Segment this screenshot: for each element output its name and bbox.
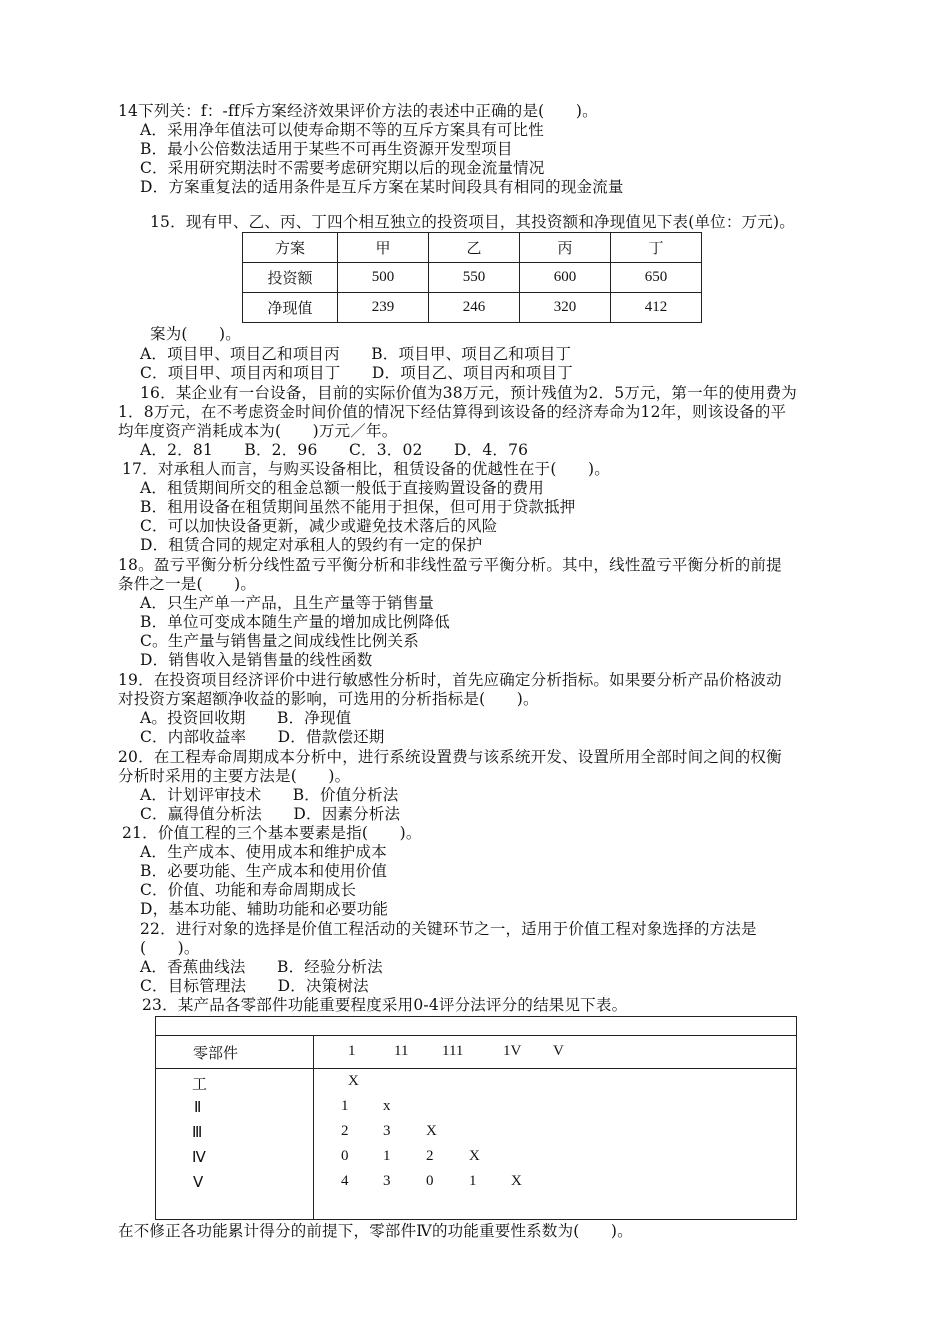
q15-tail: 案为( )。 [150,325,241,343]
q23-cell: 2 [341,1123,349,1139]
q22-line2: ( )。 [140,939,200,957]
q23-tail: 在不修正各功能累计得分的前提下，零部件Ⅳ的功能重要性系数为( )。 [118,1222,633,1240]
q23-header-col: 11 [394,1043,409,1059]
table-cell: 乙 [429,233,520,263]
table-cell: 甲 [338,233,429,263]
table-cell: 方案 [243,233,338,263]
q23-cell: 3 [383,1123,391,1139]
q23-cell: X [511,1173,522,1189]
q18-line2: 条件之一是( )。 [118,575,257,593]
q14-option-d: D．方案重复法的适用条件是互斥方案在某时间段具有相同的现金流量 [140,178,624,196]
q19-line2: 对投资方案超额净收益的影响，可选用的分析指标是( )。 [118,690,539,708]
q23-cell: x [383,1098,391,1114]
q23-table [155,1016,797,1220]
table-cell: 丙 [520,233,611,263]
q14-option-b: B．最小公倍数法适用于某些不可再生资源开发型项目 [140,140,513,158]
q23-cell: 1 [341,1098,349,1114]
table-cell: 246 [429,293,520,323]
q21-stem: 21．价值工程的三个基本要素是指( )。 [122,824,422,842]
q14-option-a: A．采用净年值法可以使寿命期不等的互斥方案具有可比性 [140,121,544,139]
table-cell: 500 [338,263,429,293]
q18-option-c: C。生产量与销售量之间成线性比例关系 [140,632,419,650]
table-row [243,263,702,293]
q23-cell: 3 [383,1173,391,1189]
q23-header-col: V [553,1043,564,1059]
q23-row-label: Ⅲ [192,1125,203,1141]
q21-option-d: D，基本功能、辅助功能和必要功能 [140,900,389,918]
q23-header-col: 111 [442,1043,464,1059]
q23-header-col: 1 [348,1043,356,1059]
q19-line1: 19．在投资项目经济评价中进行敏感性分析时，首先应确定分析指标。如果要分析产品价格波动 [118,671,782,689]
table-cell: 320 [520,293,611,323]
q16-line3: 均年度资产消耗成本为( )万元／年。 [118,422,398,440]
table-cell: 650 [611,263,702,293]
q20-options-line2: C．赢得值分析法 D．因素分析法 [140,805,401,823]
q18-option-b: B．单位可变成本随生产量的增加成比例降低 [140,613,450,631]
q15-table [242,232,702,323]
q17-option-a: A．租赁期间所交的租金总额一般低于直接购置设备的费用 [140,479,544,497]
table-cell: 412 [611,293,702,323]
q22-options-line2: C．目标管理法 D．决策树法 [140,977,369,995]
q23-row-label: Ⅳ [192,1150,206,1166]
q23-cell: 4 [341,1173,349,1189]
q23-row-label: Ⅱ [194,1100,202,1116]
q23-cell: 1 [383,1148,391,1164]
q23-header-col: 1V [503,1043,522,1059]
q23-row-label: Ⅴ [193,1175,204,1191]
q23-cell: 1 [469,1173,477,1189]
table-row [243,233,702,263]
table-divider [313,1035,314,1219]
table-cell: 550 [429,263,520,293]
q18-line1: 18。盈亏平衡分析分线性盈亏平衡分析和非线性盈亏平衡分析。其中，线性盈亏平衡分析的前提 [118,556,782,574]
q16-line2: 1．8万元，在不考虑资金时间价值的情况下经估算得到该设备的经济寿命为12年，则该设备的平 [118,403,787,421]
q19-options-line1: A。投资回收期 B．净现值 [140,709,352,727]
q23-row-label: 工 [192,1077,208,1093]
q22-options-line1: A．香蕉曲线法 B．经验分析法 [140,958,383,976]
q23-cell: 0 [341,1148,349,1164]
q15-stem: 15．现有甲、乙、丙、丁四个相互独立的投资项目，其投资额和净现值见下表(单位：万元)。 [150,213,795,231]
q22-line1: 22．进行对象的选择是价值工程活动的关键环节之一，适用于价值工程对象选择的方法是 [140,920,757,938]
q23-cell: 2 [426,1148,434,1164]
q23-header-label: 零部件 [193,1046,239,1062]
table-cell: 丁 [611,233,702,263]
q17-option-d: D．租赁合同的规定对承租人的毁约有一定的保护 [140,536,483,554]
q15-options-line1: A．项目甲、项目乙和项目丙 B．项目甲、项目乙和项目丁 [140,345,572,363]
q20-line2: 分析时采用的主要方法是( )。 [118,767,351,785]
q23-cell: X [469,1148,480,1164]
table-divider [156,1068,796,1069]
q23-stem: 23．某产品各零部件功能重要程度采用0-4评分法评分的结果见下表。 [142,996,628,1014]
table-cell: 净现值 [243,293,338,323]
q17-option-b: B．租用设备在租赁期间虽然不能用于担保，但可用于贷款抵押 [140,498,576,516]
q15-options-line2: C．项目甲、项目丙和项目丁 D．项目乙、项目丙和项目丁 [140,364,573,382]
q16-options: A．2．81 B．2．96 C．3．02 D．4．76 [140,441,529,459]
q18-option-a: A．只生产单一产品，且生产量等于销售量 [140,594,434,612]
q17-stem: 17．对承租人而言，与购买设备相比，租赁设备的优越性在于( )。 [122,460,610,478]
q18-option-d: D．销售收入是销售量的线性函数 [140,651,373,669]
q19-options-line2: C．内部收益率 D．借款偿还期 [140,728,385,746]
q21-option-a: A．生产成本、使用成本和维护成本 [140,843,387,861]
table-row [243,293,702,323]
q16-line1: 16．某企业有一台设备，目前的实际价值为38万元，预计残值为2．5万元，第一年的使用费为 [140,384,797,402]
q17-option-c: C．可以加快设备更新，减少或避免技术落后的风险 [140,517,498,535]
q23-cell: 0 [426,1173,434,1189]
table-cell: 600 [520,263,611,293]
q14-stem: 14下列关：f：-ff斥方案经济效果评价方法的表述中正确的是( )。 [118,102,598,120]
q20-options-line1: A．计划评审技术 B．价值分析法 [140,786,399,804]
q23-cell: X [348,1073,359,1089]
table-cell: 投资额 [243,263,338,293]
table-cell: 239 [338,293,429,323]
q14-option-c: C．采用研究期法时不需要考虑研究期以后的现金流量情况 [140,159,545,177]
q21-option-c: C．价值、功能和寿命周期成长 [140,881,357,899]
q20-line1: 20．在工程寿命周期成本分析中，进行系统设置费与该系统开发、设置所用全部时间之间的权衡 [118,748,782,766]
q23-cell: X [426,1123,437,1139]
q21-option-b: B．必要功能、生产成本和使用价值 [140,862,388,880]
table-divider [156,1035,796,1036]
